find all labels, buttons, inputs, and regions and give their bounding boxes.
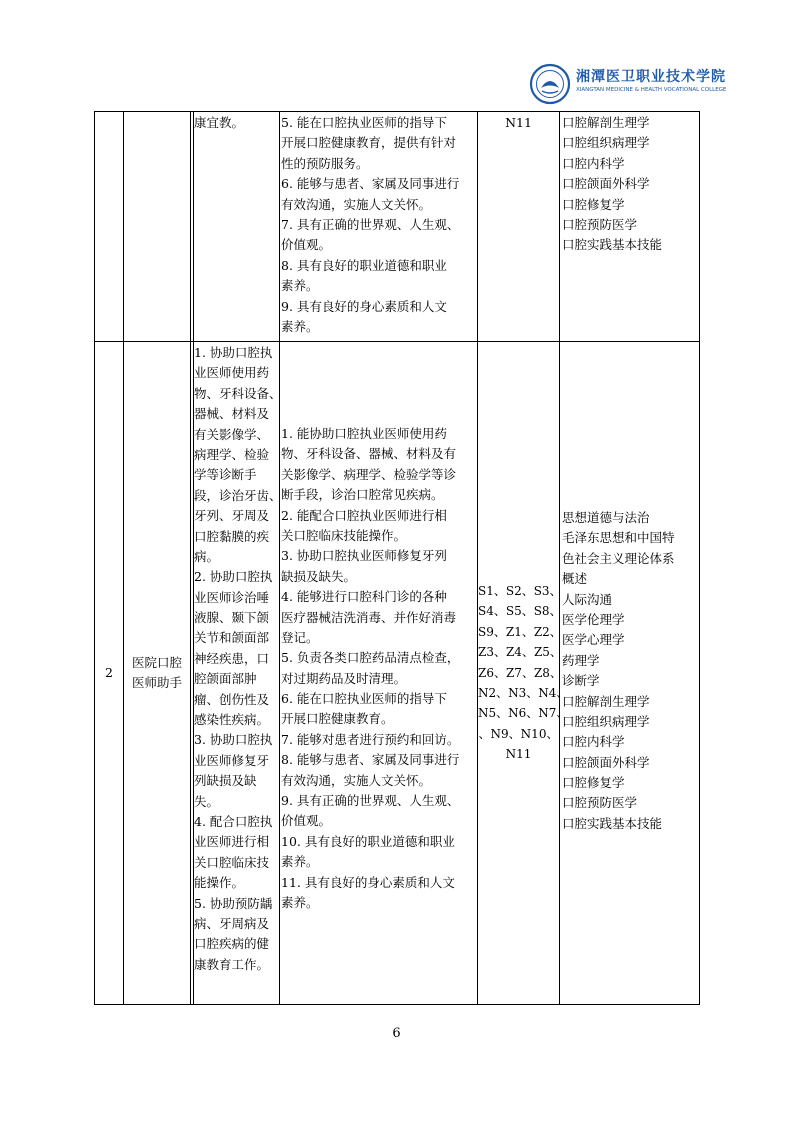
course-line: 药理学 xyxy=(562,652,600,668)
requirement-line: 6. 能在口腔执业医师的指导下 xyxy=(281,691,447,707)
abilities-line: 口腔黏膜的疾 xyxy=(194,528,270,544)
abilities-line: 学等诊断手 xyxy=(194,467,257,483)
requirement-line: 3. 协助口腔执业医师修复牙列 xyxy=(281,548,447,564)
requirement-line: 断手段，诊治口腔常见疾病。 xyxy=(281,487,444,503)
abilities-line: 关节和颌面部 xyxy=(194,630,270,646)
course-line: 口腔预防医学 xyxy=(562,795,638,811)
requirement-line: 有效沟通，实施人文关怀。 xyxy=(281,772,432,788)
course-line: 色社会主义理论体系 xyxy=(562,550,675,566)
requirement-line: 对过期药品及时清理。 xyxy=(281,670,407,686)
requirement-line: 9. 具有正确的世界观、人生观、 xyxy=(281,793,460,809)
code-line: N5、N6、N7、 xyxy=(478,706,569,721)
course-line: 医学心理学 xyxy=(562,632,625,648)
college-name-en: XIANGTAN MEDICINE & HEALTH VOCATIONAL COLLEGE xyxy=(576,87,727,93)
requirement-line: 关口腔临床技能操作。 xyxy=(281,527,407,543)
course-line: 口腔颌面外科学 xyxy=(562,176,650,192)
logo-emblem-mark xyxy=(541,81,559,88)
requirement-line: 5. 负责各类口腔药品清点检查， xyxy=(281,650,460,666)
abilities-line: 业医师使用药 xyxy=(194,365,270,381)
course-line: 毛泽东思想和中国特 xyxy=(562,530,675,546)
abilities-line: 瘤、创伤性及 xyxy=(194,691,270,707)
requirement-line: 价值观。 xyxy=(281,237,332,253)
requirement-line: 缺损及缺失。 xyxy=(281,568,357,584)
abilities-line: 关口腔临床技 xyxy=(194,854,270,870)
requirement-line: 4. 能够进行口腔科门诊的各种 xyxy=(281,589,447,605)
row2-post xyxy=(124,653,190,694)
row2-courses xyxy=(562,508,698,834)
abilities-line: 液腺、颞下颌 xyxy=(194,610,270,626)
abilities-line: 口腔疾病的健 xyxy=(194,936,270,952)
code-line: Z3、Z4、Z5、 xyxy=(478,645,562,660)
requirement-line: 7. 具有正确的世界观、人生观、 xyxy=(281,216,460,232)
abilities-line: 业医师进行相 xyxy=(194,834,270,850)
abilities-line: 病、牙周病及 xyxy=(194,915,270,931)
course-line: 诊断学 xyxy=(562,673,600,689)
post-line: 医院口腔 xyxy=(131,655,182,670)
code-line: Z6、Z7、Z8、 xyxy=(478,665,562,680)
abilities-line: 段，诊治牙齿、 xyxy=(194,487,282,503)
requirement-line: 开展口腔健康教育。 xyxy=(281,711,394,727)
course-line: 概述 xyxy=(562,571,588,587)
row2-codes xyxy=(478,581,569,765)
abilities-line: 神经疾患，口 xyxy=(194,650,270,666)
abilities-line: 业医师修复牙 xyxy=(194,752,270,768)
abilities-line: 1. 协助口腔执 xyxy=(194,345,273,360)
requirement-line: 9. 具有良好的身心素质和人文 xyxy=(281,298,447,314)
abilities-line: 2. 协助口腔执 xyxy=(194,569,273,585)
college-name: 湘潭医卫职业技术学院 xyxy=(576,69,726,85)
requirement-line: 8. 具有良好的职业道德和职业 xyxy=(281,257,447,273)
page-number: 6 xyxy=(392,1026,401,1041)
requirement-line: 关影像学、病理学、检验学等诊 xyxy=(281,466,457,482)
course-line: 口腔实践基本技能 xyxy=(562,237,663,253)
course-line: 口腔组织病理学 xyxy=(562,713,650,729)
abilities-line: 列缺损及缺 xyxy=(194,773,257,789)
post-line: 医师助手 xyxy=(131,675,182,691)
requirement-line: 医疗器械洁洗消毒、并作好消毒 xyxy=(281,609,457,625)
course-line: 口腔组织病理学 xyxy=(562,135,650,151)
code-line: S4、S5、S8、 xyxy=(478,604,562,619)
abilities-line: 康教育工作。 xyxy=(194,956,270,972)
abilities-line: 5. 协助预防龋 xyxy=(194,895,273,911)
abilities-line: 病。 xyxy=(194,548,220,564)
code-line: 、N9、N10、 xyxy=(478,726,559,741)
requirement-line: 价值观。 xyxy=(281,813,332,829)
abilities-line: 能操作。 xyxy=(194,875,245,891)
course-line: 口腔内科学 xyxy=(562,155,625,171)
abilities-line: 物、牙科设备、 xyxy=(194,385,282,401)
course-line: 口腔颌面外科学 xyxy=(562,754,650,770)
course-line: 口腔解剖生理学 xyxy=(562,693,650,709)
code-line: N2、N3、N4、 xyxy=(478,685,569,700)
code-line: N11 xyxy=(505,747,532,762)
abilities-line: 病理学、检验 xyxy=(194,446,270,462)
abilities-line: 失。 xyxy=(194,793,220,809)
row2-index xyxy=(95,663,123,683)
requirement-line: 素养。 xyxy=(281,318,319,334)
code-line: S1、S2、S3、 xyxy=(478,584,562,598)
course-line: 口腔预防医学 xyxy=(562,216,638,232)
requirement-line: 6. 能够与患者、家属及同事进行 xyxy=(281,176,460,192)
abilities-line: 4. 配合口腔执 xyxy=(194,813,273,829)
requirement-line: 素养。 xyxy=(281,894,319,910)
row1-codes xyxy=(478,113,559,133)
requirement-line: 10. 具有良好的职业道德和职业 xyxy=(281,833,455,849)
row2-requirements xyxy=(281,424,476,913)
abilities-line: 器械、材料及 xyxy=(194,406,270,422)
abilities-line: 康宜教。 xyxy=(194,115,245,130)
abilities-line: 业医师诊治唾 xyxy=(194,589,270,605)
requirement-line: 登记。 xyxy=(281,629,319,645)
requirement-line: 有效沟通，实施人文关怀。 xyxy=(281,196,432,212)
abilities-line: 感染性疾病。 xyxy=(194,712,270,728)
course-line: 口腔修复学 xyxy=(562,775,625,791)
abilities-line: 腔颌面部肿 xyxy=(194,671,257,687)
requirement-line: 5. 能在口腔执业医师的指导下 xyxy=(281,115,447,130)
requirement-line: 11. 具有良好的身心素质和人文 xyxy=(281,874,455,890)
course-line: 口腔修复学 xyxy=(562,196,625,212)
requirement-line: 性的预防服务。 xyxy=(281,155,369,171)
code-line: N11 xyxy=(505,115,532,130)
row2-abilities xyxy=(194,343,282,975)
course-line: 口腔内科学 xyxy=(562,734,625,750)
requirement-line: 8. 能够与患者、家属及同事进行 xyxy=(281,752,460,768)
abilities-line: 牙列、牙周及 xyxy=(194,508,270,524)
course-line: 口腔实践基本技能 xyxy=(562,815,663,831)
requirement-line: 开展口腔健康教育，提供有针对 xyxy=(281,135,457,151)
requirement-line: 1. 能协助口腔执业医师使用药 xyxy=(281,426,447,441)
abilities-line: 有关影像学、 xyxy=(194,426,270,442)
logo-emblem-wave xyxy=(542,91,558,93)
row1-courses xyxy=(562,113,698,256)
course-line: 口腔解剖生理学 xyxy=(562,115,650,130)
abilities-line: 3. 协助口腔执 xyxy=(194,732,273,748)
course-line: 思想道德与法治 xyxy=(562,510,650,525)
requirement-line: 素养。 xyxy=(281,278,319,294)
row-index: 2 xyxy=(105,665,113,680)
course-line: 人际沟通 xyxy=(562,591,613,607)
requirement-line: 物、牙科设备、器械、材料及有 xyxy=(281,446,457,462)
requirement-line: 2. 能配合口腔执业医师进行相 xyxy=(281,507,447,523)
requirement-line: 7. 能够对患者进行预约和回访。 xyxy=(281,731,460,747)
code-line: S9、Z1、Z2、 xyxy=(478,624,562,639)
course-line: 医学伦理学 xyxy=(562,611,625,627)
requirement-line: 素养。 xyxy=(281,854,319,870)
row1-abilities xyxy=(194,113,278,133)
row1-requirements xyxy=(281,113,476,337)
